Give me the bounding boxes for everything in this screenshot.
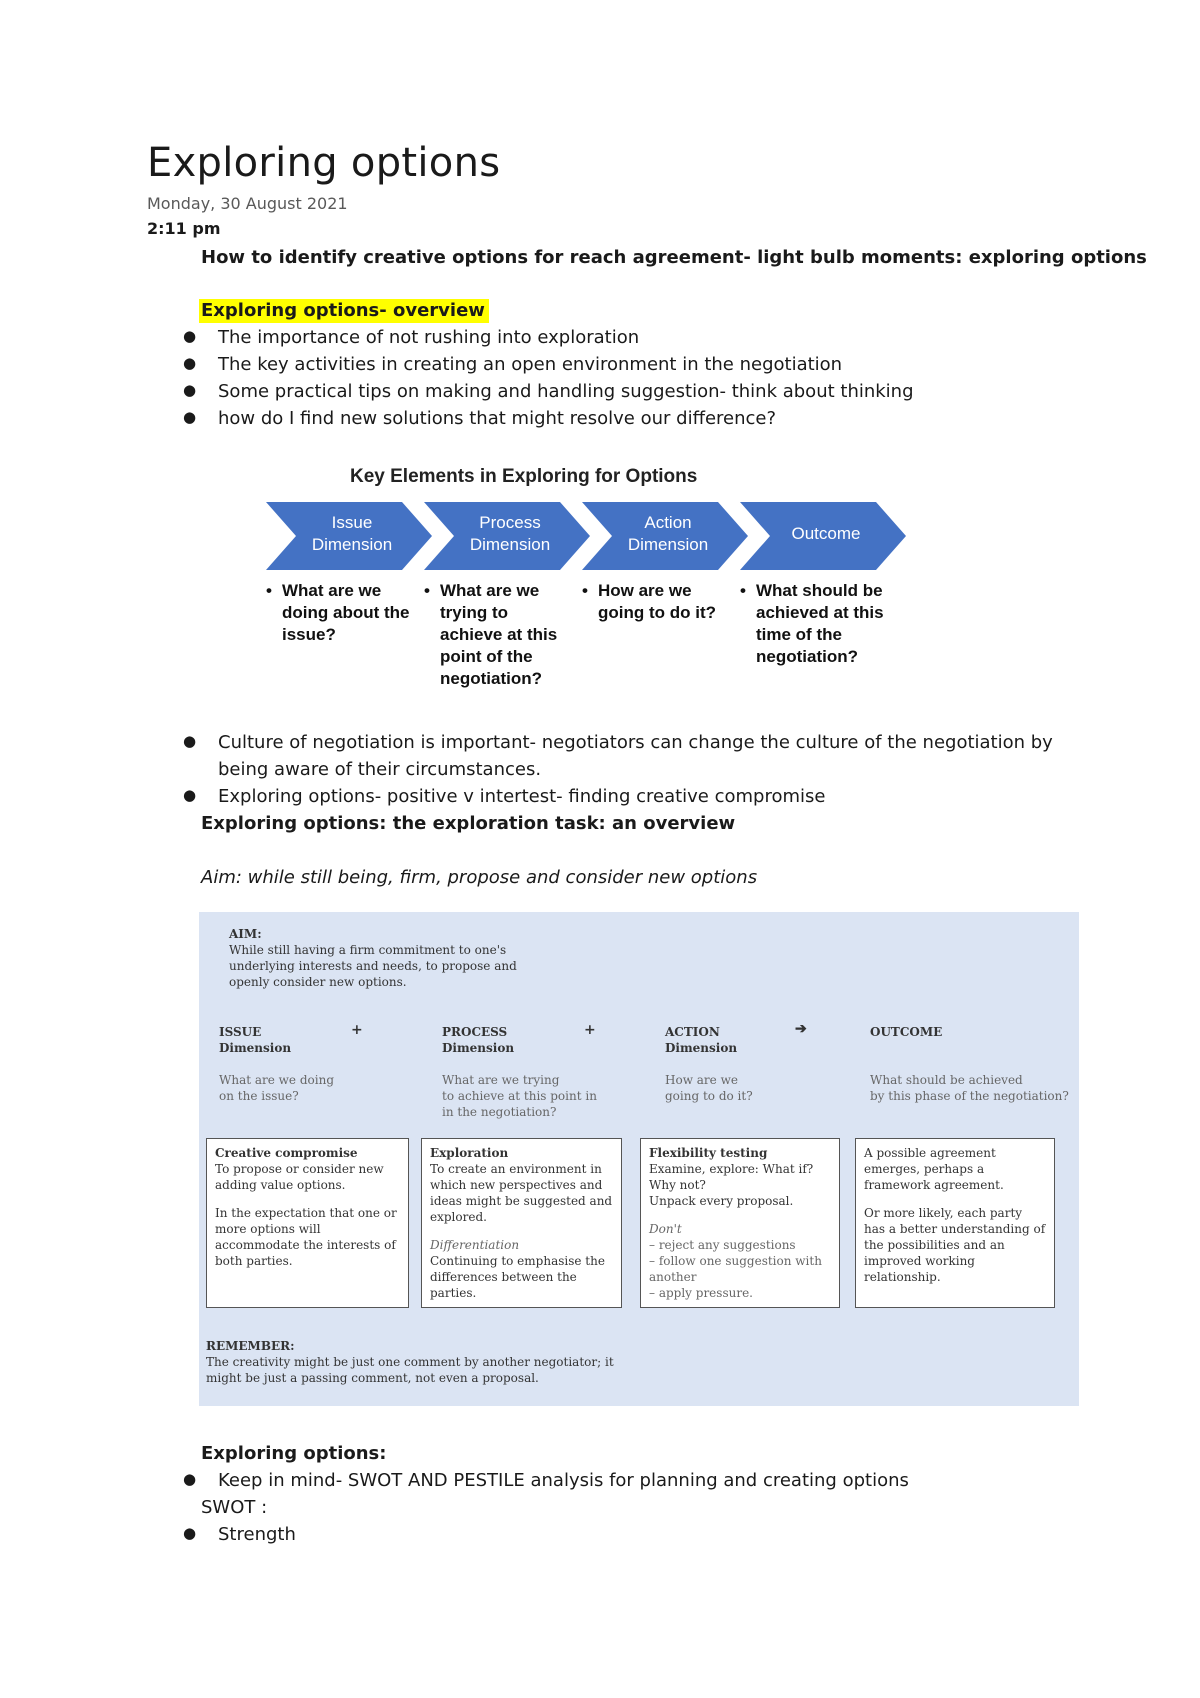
stage-question-issue: • What are we doing about the issue? xyxy=(266,581,410,644)
overview-item: The key activities in creating an open environment in the negotiation xyxy=(218,354,843,375)
box-text: A possible agreement emerges, perhaps a framework agreement. xyxy=(864,1146,1004,1192)
box-subtitle: Don't xyxy=(649,1222,682,1236)
chevron-label-outcome: Outcome xyxy=(791,524,861,543)
aim-text-line: While still having a firm commitment to one's xyxy=(229,943,507,957)
aim-diagram xyxy=(199,912,1079,1406)
culture-item: Culture of negotiation is important- negotiators can change the culture of the negotiation by xyxy=(218,732,1053,753)
column-sub: Dimension xyxy=(442,1041,515,1055)
footer-item: Strength xyxy=(218,1524,296,1545)
column-sub: Dimension xyxy=(665,1041,738,1055)
stage-question-outcome: • What should be achieved at this time of the negotiation? xyxy=(740,581,884,666)
box-text: – follow one suggestion with another xyxy=(649,1254,822,1284)
note-time: 2:11 pm xyxy=(147,219,221,238)
remember-label: REMEMBER: xyxy=(206,1339,295,1353)
chevron-label-action: Action Dimension xyxy=(627,513,709,554)
column-question: to achieve at this point in xyxy=(442,1089,597,1103)
culture-item: Exploring options- positive v intertest- finding creative compromise xyxy=(218,786,826,807)
page-title: Exploring options xyxy=(147,140,501,186)
box-text: Examine, explore: What if? xyxy=(649,1162,814,1176)
column-title-action: ACTION xyxy=(665,1025,720,1039)
column-title-outcome: OUTCOME xyxy=(870,1025,943,1039)
column-question: What are we trying xyxy=(442,1073,560,1087)
aim-label: AIM: xyxy=(229,927,262,941)
column-title-issue: ISSUE xyxy=(219,1025,262,1039)
plus-symbol: + xyxy=(351,1022,363,1038)
footer-heading: Exploring options: xyxy=(201,1443,387,1464)
aim-text-line: underlying interests and needs, to propose and xyxy=(229,959,517,973)
column-question: in the negotiation? xyxy=(442,1105,557,1119)
overview-item: The importance of not rushing into exploration xyxy=(218,327,640,348)
column-title-process: PROCESS xyxy=(442,1025,508,1039)
bullet-dot: ● xyxy=(183,381,197,399)
arrow-right-icon: ➔ xyxy=(795,1021,807,1037)
bullet-dot: ● xyxy=(183,408,197,426)
box-subtitle: Differentiation xyxy=(430,1238,520,1252)
column-question: What are we doing xyxy=(219,1073,335,1087)
plus-symbol: + xyxy=(584,1022,596,1038)
column-question: How are we xyxy=(665,1073,738,1087)
column-question: going to do it? xyxy=(665,1089,753,1103)
box-text: – apply pressure. xyxy=(649,1286,753,1300)
footer-item: Keep in mind- SWOT AND PESTILE analysis for planning and creating options xyxy=(218,1470,909,1491)
bullet-dot: ● xyxy=(183,354,197,372)
box-text: To create an environment in which new perspectives and ideas might be suggested and explored. xyxy=(430,1162,613,1224)
box-text: Continuing to emphasise the differences between the parties. xyxy=(430,1254,605,1300)
aim-line: Aim: while still being, firm, propose and consider new options xyxy=(201,867,758,888)
note-date: Monday, 30 August 2021 xyxy=(147,194,348,213)
remember-text: might be just a passing comment, not even a proposal. xyxy=(206,1371,539,1385)
box-title: Creative compromise xyxy=(215,1146,358,1160)
column-question: on the issue? xyxy=(219,1089,299,1103)
highlighted-heading: Exploring options- overview xyxy=(199,299,489,323)
box-creative-compromise xyxy=(206,1138,409,1308)
chevron-label-issue: Issue Dimension xyxy=(311,513,393,554)
bullet-dot: ● xyxy=(183,1524,197,1542)
key-elements-diagram xyxy=(260,460,920,700)
task-heading: Exploring options: the exploration task: an overview xyxy=(201,813,736,834)
intro-line: How to identify creative options for reach agreement- light bulb moments: exploring options xyxy=(201,247,1147,268)
column-sub: Dimension xyxy=(219,1041,292,1055)
stage-question-action: • How are we going to do it? xyxy=(582,581,717,622)
box-title: Flexibility testing xyxy=(649,1146,768,1160)
box-flexibility-testing xyxy=(640,1138,840,1308)
box-text: Unpack every proposal. xyxy=(649,1194,794,1208)
stage-question-process: • What are we trying to achieve at this point of the negotiation? xyxy=(424,581,558,688)
box-text: To propose or consider new adding value options. xyxy=(215,1162,384,1192)
chevron-label-process: Process Dimension xyxy=(469,513,551,554)
overview-heading xyxy=(199,300,489,321)
overview-item: how do I find new solutions that might resolve our difference? xyxy=(218,408,777,429)
box-text: Why not? xyxy=(649,1178,706,1192)
box-outcome xyxy=(855,1138,1055,1308)
overview-item: Some practical tips on making and handling suggestion- think about thinking xyxy=(218,381,914,402)
bullet-dot: ● xyxy=(183,786,197,804)
column-question: What should be achieved xyxy=(870,1073,1023,1087)
bullet-dot: ● xyxy=(183,1470,197,1488)
box-text: – reject any suggestions xyxy=(649,1238,796,1252)
swot-label: SWOT : xyxy=(201,1497,268,1518)
remember-text: The creativity might be just one comment by another negotiator; it xyxy=(206,1355,614,1369)
column-question: by this phase of the negotiation? xyxy=(870,1089,1069,1103)
bullet-dot: ● xyxy=(183,732,197,750)
bullet-dot: ● xyxy=(183,327,197,345)
box-exploration xyxy=(421,1138,622,1308)
diagram-title: Key Elements in Exploring for Options xyxy=(350,466,698,487)
box-text: Or more likely, each party has a better understanding of the possibilities and an improved working relationship. xyxy=(864,1206,1046,1284)
box-title: Exploration xyxy=(430,1146,509,1160)
culture-item-continued: being aware of their circumstances. xyxy=(218,759,542,780)
box-text: In the expectation that one or more options will accommodate the interests of both parties. xyxy=(215,1206,397,1268)
aim-text-line: openly consider new options. xyxy=(229,975,407,989)
